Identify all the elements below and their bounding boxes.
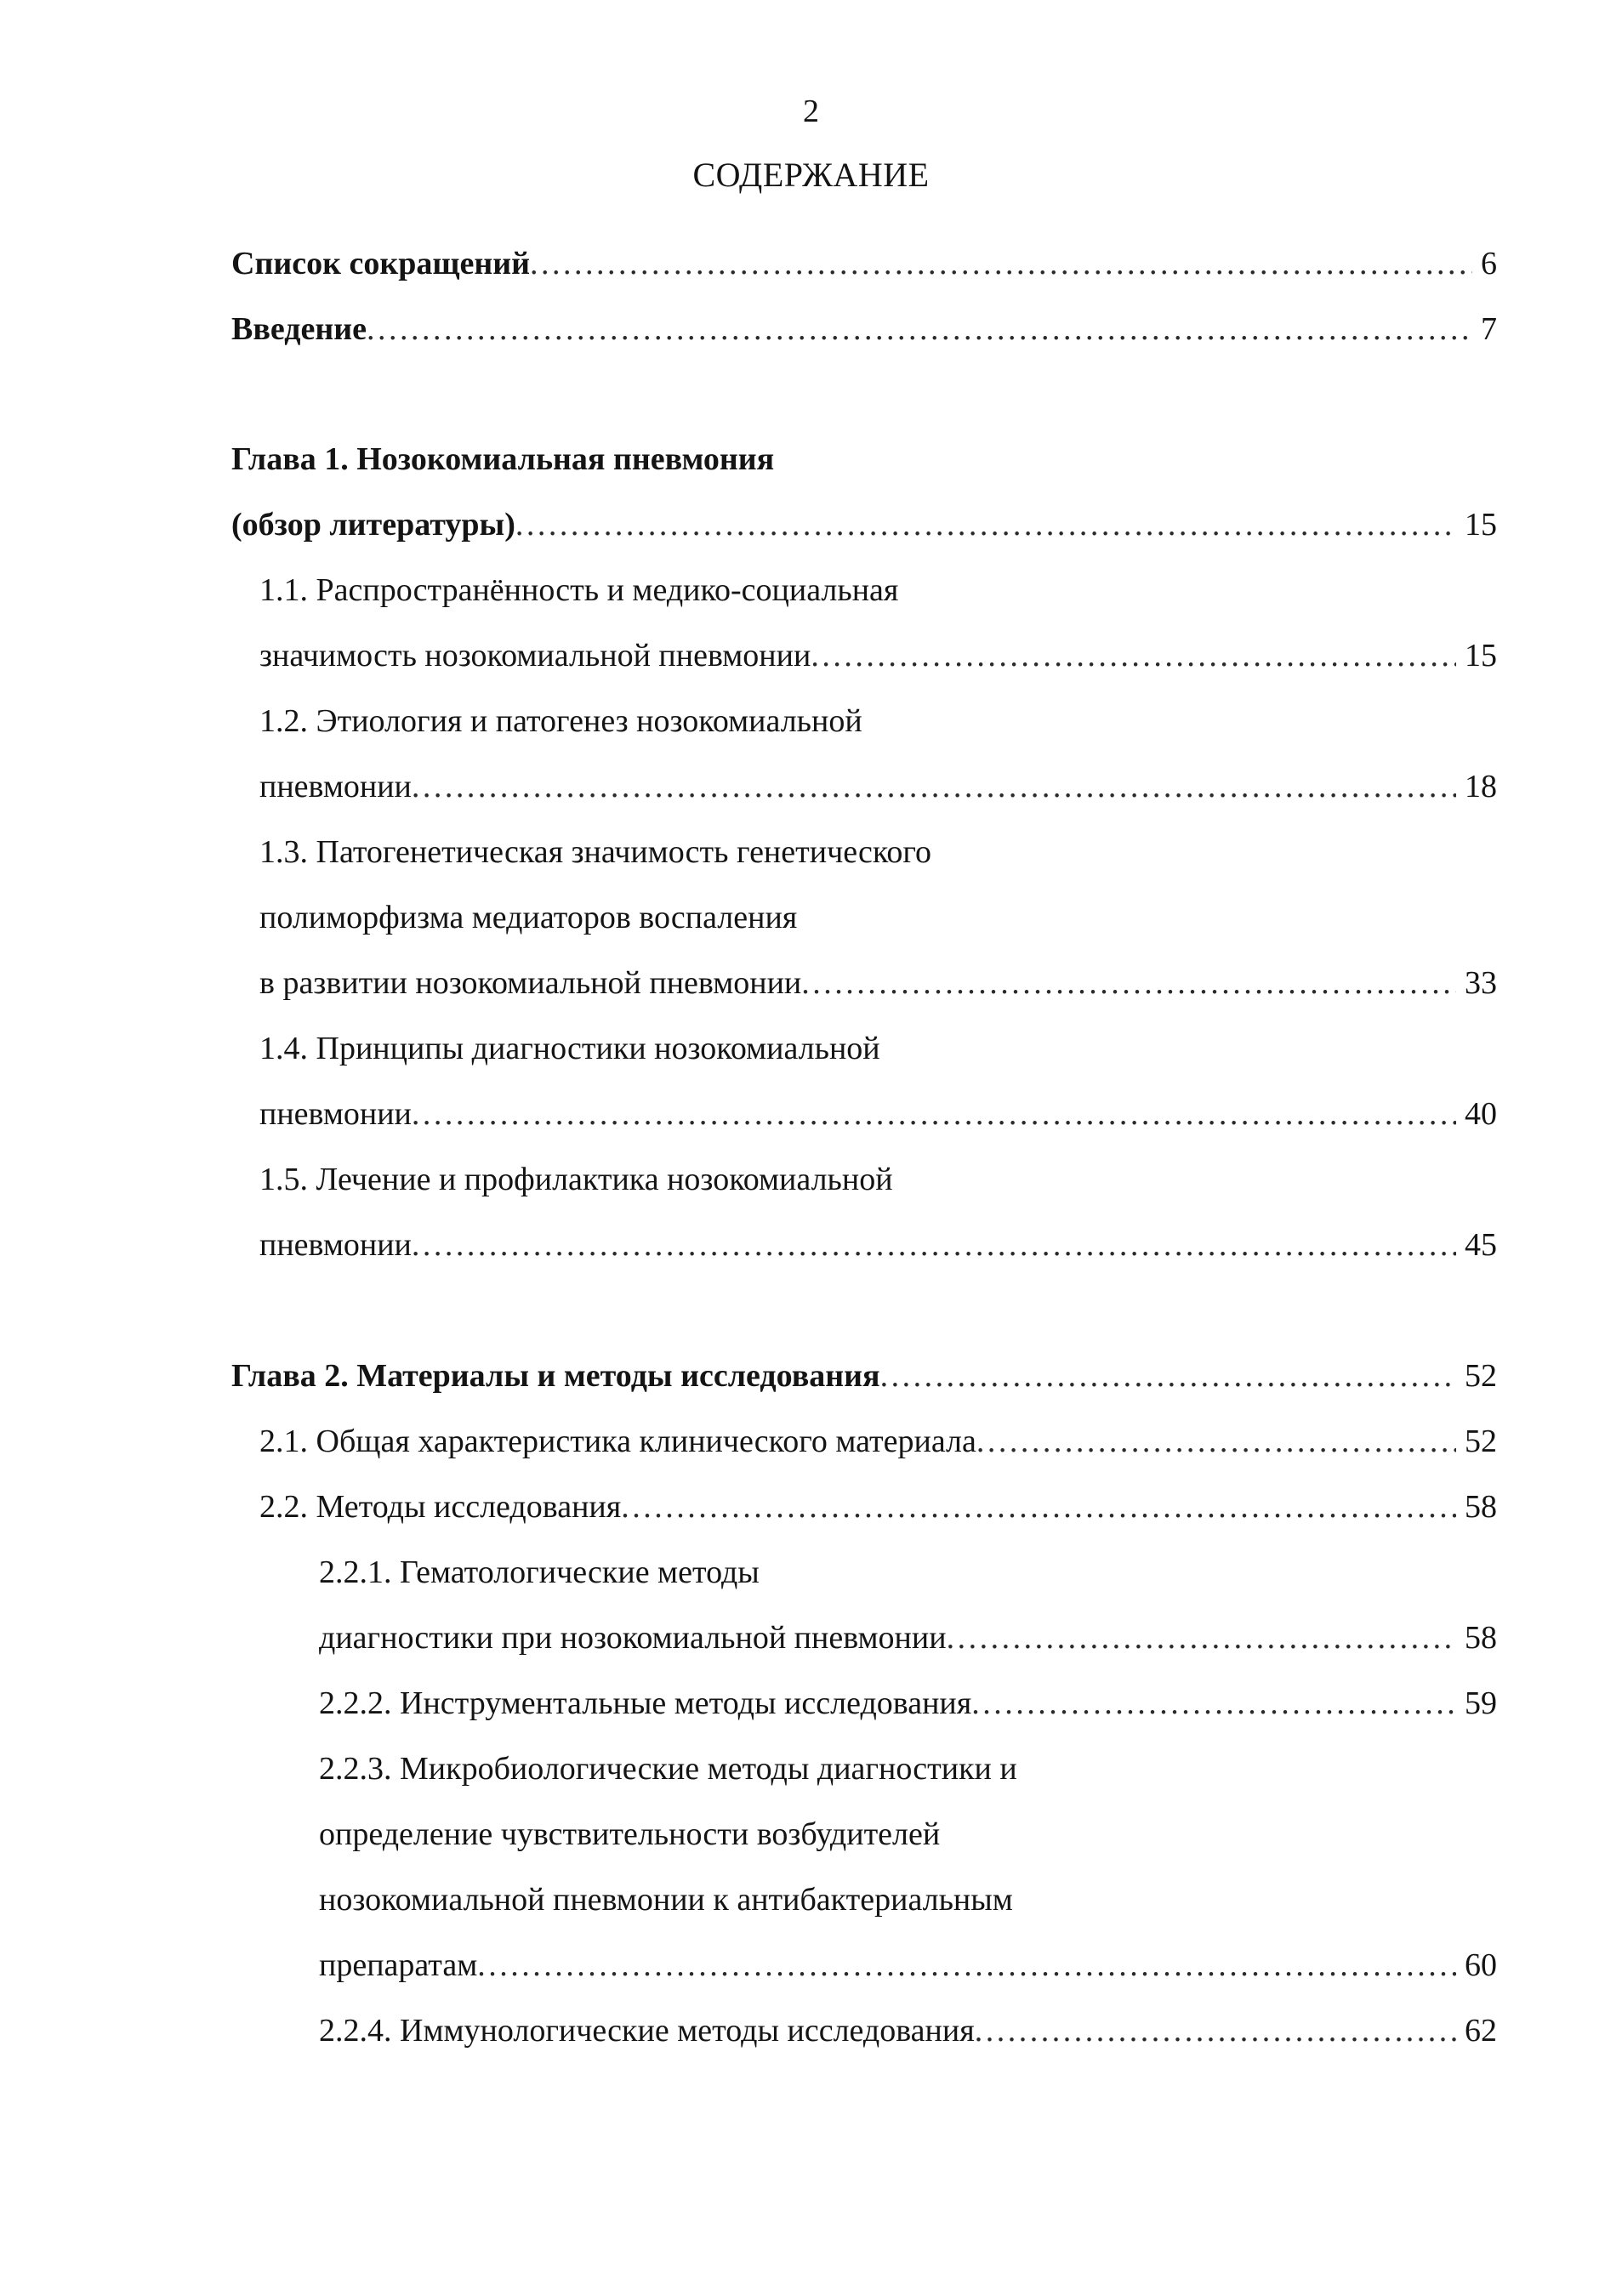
toc-entry <box>319 1678 1497 1729</box>
toc-entry <box>319 1547 760 1598</box>
toc-entry <box>259 958 1497 1009</box>
dot-leader <box>880 1350 1456 1401</box>
toc-entry <box>231 238 1497 289</box>
toc-entry <box>259 1416 1497 1467</box>
toc-entry <box>259 696 862 747</box>
toc-entry-label: 2.2.3. Микробиологические методы диагностики и <box>319 1751 1017 1787</box>
toc-entry-label: пневмонии <box>259 769 412 804</box>
toc-entry-label: значимость нозокомиальной пневмонии <box>259 638 811 673</box>
toc-entry-label: 2.2.2. Инструментальные методы исследования <box>319 1685 972 1721</box>
toc-entry-page: 52 <box>1465 1424 1497 1459</box>
toc-entry <box>319 1809 940 1860</box>
toc-entry <box>259 1154 893 1205</box>
toc-entry-label: 2.2.4. Иммунологические методы исследования <box>319 2013 975 2049</box>
toc-entry-label: в развитии нозокомиальной пневмонии <box>259 965 802 1001</box>
toc-entry-label: Список сокращений <box>231 246 531 281</box>
dot-leader <box>801 958 1456 1009</box>
dot-leader <box>621 1481 1456 1532</box>
dot-leader <box>412 1088 1456 1139</box>
toc-entry-label: 1.5. Лечение и профилактика нозокомиальной <box>259 1162 893 1197</box>
toc-entry <box>259 1023 880 1074</box>
toc-entry <box>231 1350 1497 1401</box>
toc-entry-label: Глава 1. Нозокомиальная пневмония <box>231 441 775 477</box>
toc-entry-label: 1.1. Распространённость и медико-социальная <box>259 572 899 608</box>
toc-entry-label: 2.2. Методы исследования <box>259 1489 622 1525</box>
dot-leader <box>947 1612 1456 1663</box>
toc-entry-page: 52 <box>1465 1358 1497 1394</box>
dot-leader <box>515 499 1456 550</box>
dot-leader <box>811 630 1456 681</box>
toc-entry-label: препаратам <box>319 1947 478 1983</box>
toc-entry-label: 2.2.1. Гематологические методы <box>319 1554 760 1590</box>
toc-entry-label: диагностики при нозокомиальной пневмонии <box>319 1620 947 1656</box>
toc-entry-label: полиморфизма медиаторов воспаления <box>259 900 798 935</box>
dot-leader <box>477 1940 1456 1991</box>
toc-entry <box>259 630 1497 681</box>
toc-entry-label: 2.1. Общая характеристика клинического материала <box>259 1424 976 1459</box>
toc-entry-page: 15 <box>1465 507 1497 543</box>
toc-entry <box>259 1481 1497 1532</box>
toc-entry-page: 40 <box>1465 1096 1497 1132</box>
dot-leader <box>412 761 1456 812</box>
dot-leader <box>530 238 1472 289</box>
toc-entry-page: 58 <box>1465 1489 1497 1525</box>
dot-leader <box>971 1678 1456 1729</box>
toc-entry-label: пневмонии <box>259 1096 412 1132</box>
toc-entry-page: 18 <box>1465 769 1497 804</box>
dot-leader <box>976 1416 1456 1467</box>
toc-title: СОДЕРЖАНИЕ <box>692 156 930 194</box>
toc-entry-page: 62 <box>1465 2013 1497 2049</box>
toc-entry-page: 58 <box>1465 1620 1497 1656</box>
toc-entry-label: Глава 2. Материалы и методы исследования <box>231 1358 880 1394</box>
toc-entry <box>231 434 774 485</box>
toc-entry-page: 59 <box>1465 1685 1497 1721</box>
toc-entry <box>319 1743 1017 1794</box>
toc-entry-label: Введение <box>231 311 367 347</box>
toc-entry-label: 1.2. Этиология и патогенез нозокомиальной <box>259 703 862 739</box>
dot-leader <box>975 2005 1456 2056</box>
toc-entry-label: пневмонии <box>259 1227 412 1263</box>
toc-entry-label: определение чувствительности возбудителей <box>319 1816 941 1852</box>
toc-entry-label: 1.4. Принципы диагностики нозокомиальной <box>259 1031 880 1066</box>
toc-entry <box>259 565 898 616</box>
toc-entry-page: 15 <box>1465 638 1497 673</box>
toc-entry <box>319 1940 1497 1991</box>
toc-entry <box>319 2005 1497 2056</box>
toc-entry <box>259 1219 1497 1270</box>
toc-entry-page: 6 <box>1481 246 1497 281</box>
toc-entry <box>231 304 1497 355</box>
dot-leader <box>412 1219 1456 1270</box>
toc-entry <box>319 1612 1497 1663</box>
toc-entry <box>259 1088 1497 1139</box>
toc-entry-page: 60 <box>1465 1947 1497 1983</box>
toc-entry <box>259 892 797 943</box>
page-number: 2 <box>803 94 819 129</box>
toc-entry-page: 33 <box>1465 965 1497 1001</box>
toc-entry <box>259 827 931 878</box>
dot-leader <box>367 304 1472 355</box>
toc-entry <box>259 761 1497 812</box>
toc-entry-label: нозокомиальной пневмонии к антибактериальным <box>319 1882 1013 1918</box>
toc-entry-page: 45 <box>1465 1227 1497 1263</box>
toc-entry-label: (обзор литературы) <box>231 507 515 543</box>
toc-entry <box>319 1874 1013 1925</box>
toc-entry <box>231 499 1497 550</box>
toc-entry-page: 7 <box>1481 311 1497 347</box>
toc-entry-label: 1.3. Патогенетическая значимость генетического <box>259 834 932 870</box>
